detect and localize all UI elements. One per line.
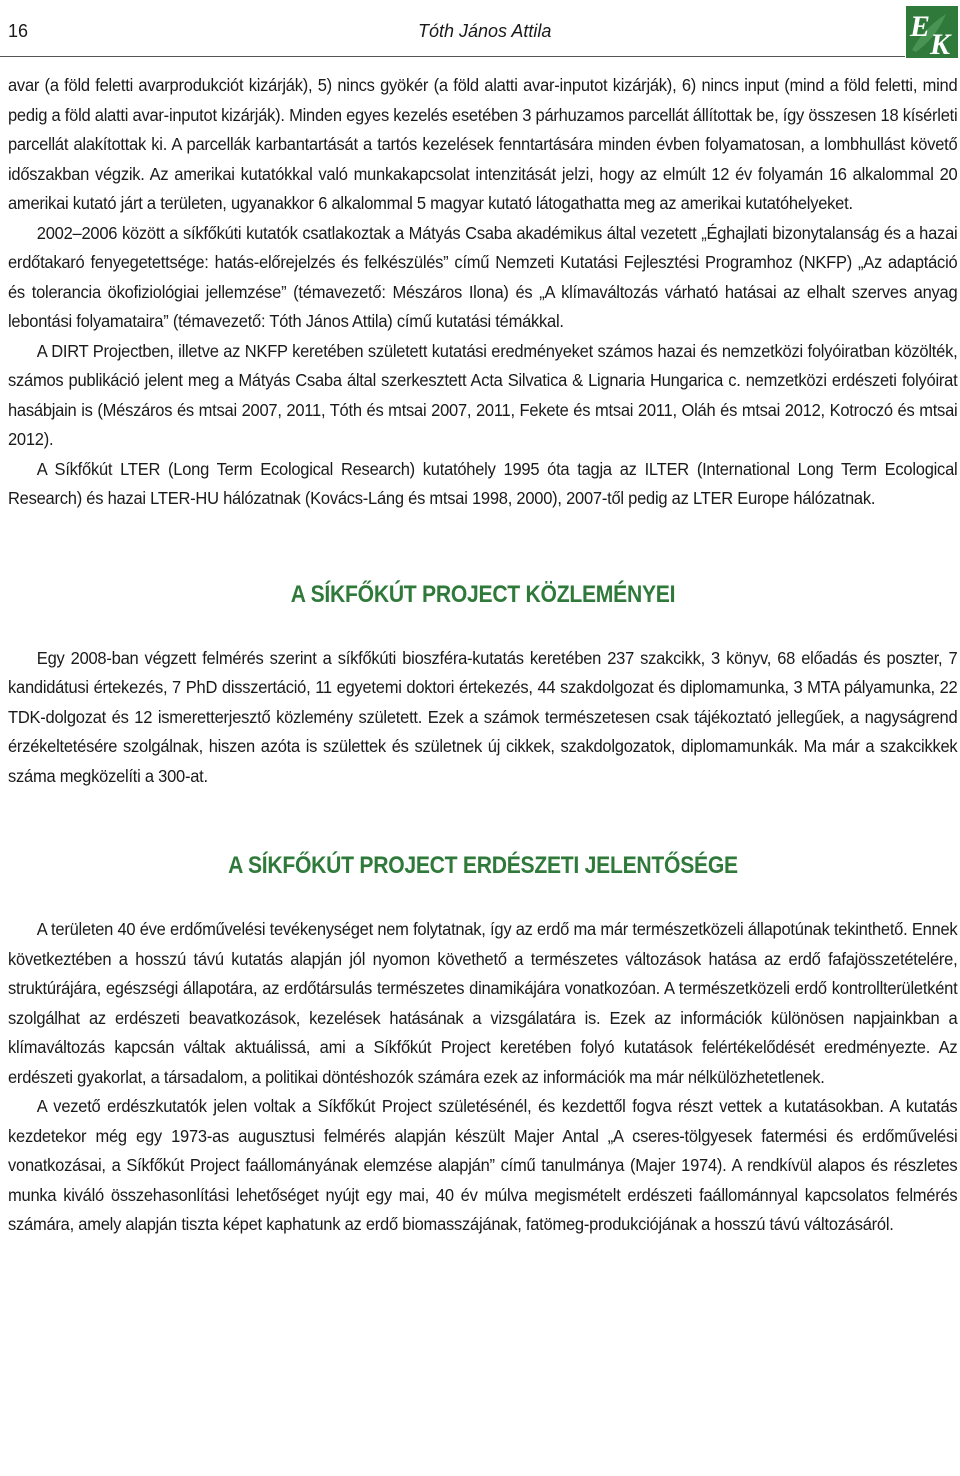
paragraph-forestry-1: A területen 40 éve erdőművelési tevékenységet nem folytatnak, így az erdő ma már természetközeli állapotúnak tekinthető. Ennek következtében a hosszú távú kutatás alapján jól nyomon követhető a természetes változások hatása az erdő fafajösszetételére, struktúrájára, egészségi állapotára, az erdőtársulás természetes dinamikájára vonatkozóan. A természetközeli erdő kontrollterületként szolgálhat az erdészeti beavatkozások, kezelések hatásának a vizsgálatára is. Ezek az információk különösen napjainkban a klímaváltozás kapcsán váltak aktuálissá, ami a Síkfőkút Project keretében folyó kutatások felértékelődését eredményezte. Az erdészeti gyakorlat, a társadalom, a politikai döntéshozók számára ezek az információk ma már nélkülözhetetlenek.	[8, 919, 958, 1087]
page-header	[0, 0, 960, 62]
paragraph-publications-1: Egy 2008-ban végzett felmérés szerint a síkfőkúti bioszféra-kutatás keretében 237 szakcikk, 3 könyv, 68 előadás és poszter, 7 kandidátusi értekezés, 7 PhD disszertáció, 11 egyetemi doktori értekezés, 44 szakdolgozat és diplomamunka, 3 MTA pályamunka, 22 TDK-dolgozat és 12 ismeretterjesztő közlemény született. Ezek a számok természetesen csak tájékoztató jellegűek, a nagyságrend érzékeltetésére szolgálnak, hiszen azóta is születtek és születnek új cikkek, szakdolgozatok, diplomamunkák. Ma már a szakcikkek száma megközelíti a 300-at.	[8, 647, 958, 786]
ek-leaf-logo-icon	[906, 6, 958, 58]
paragraph-intro-4: A Síkfőkút LTER (Long Term Ecological Research) kutatóhely 1995 óta tagja az ILTER (International Long Term Ecological Research) és hazai LTER-HU hálózatnak (Kovács-Láng és mtsai 1998, 2000), 2007-től pedig az LTER Europe hálózatnak.	[8, 458, 958, 508]
page-number: 16	[8, 21, 29, 41]
paragraph-intro-3: A DIRT Projectben, illetve az NKFP keretében született kutatási eredményeket számos hazai és nemzetközi folyóiratban közölték, számos publikáció jelent meg a Mátyás Csaba által szerkesztett Acta Silvatica & Lignaria Hungarica c. nemzetközi erdészeti folyóirat hasábjain is (Mészáros és mtsai 2007, 2011, Tóth és mtsai 2007, 2011, Fekete és mtsai 2011, Oláh és mtsai 2012, Kotroczó és mtsai 2012).	[8, 340, 958, 449]
svg-text:E: E	[910, 10, 931, 43]
paragraph-intro-1: avar (a föld feletti avarprodukciót kizárják), 5) nincs gyökér (a föld alatti avar-inputot kizárják), 6) nincs input (mind a föld feletti, mind pedig a föld alatti avar-inputot kizárják). Minden egyes kezelés esetében 3 párhuzamos parcellát állítottak be, így összesen 18 kísérleti parcellát alakítottak ki. A parcellák karbantartását a tartós kezelések fenntartására minden évben folyamatosan, a lombhullást követő időszakban végzik. Az amerikai kutatókkal való munkakapcsolat intenzitását jelzi, hogy az elmúlt 12 év folyamán 16 alkalommal 20 amerikai kutató járt a területen, ugyanakkor 6 alkalommal 5 magyar kutató látogathatta meg az amerikai kutatóhelyeket.	[8, 75, 958, 213]
running-head-author: Tóth János Attila	[418, 21, 552, 41]
svg-text:K: K	[930, 28, 951, 58]
section-heading-publications: A SÍKFŐKÚT PROJECT KÖZLEMÉNYEI	[290, 580, 676, 608]
paragraph-forestry-2: A vezető erdészkutatók jelen voltak a Síkfőkút Project születésénél, és kezdettől fogva részt vettek a kutatásokban. A kutatás kezdetekor még egy 1973-as augusztusi felmérés alapján készült Majer Antal „A cseres-tölgyesek fatermési és erdőművelési vonatkozásai, a Síkfőkút Project faállományának elemzése alapján” című tanulmánya (Majer 1974). A rendkívül alapos és részletes munka kiváló összehasonlítási lehetőséget nyújt egy mai, 40 év múlva megismételt erdészeti faállománnyal kapcsolatos felmérés számára, amely alapján tiszta képet kaphatunk az erdő biomasszájának, fatömeg-produkciójának a hosszú távú változásáról.	[8, 1096, 958, 1234]
article-body	[8, 71, 958, 1240]
section-heading-forestry-significance: A SÍKFŐKÚT PROJECT ERDÉSZETI JELENTŐSÉGE	[228, 852, 738, 879]
header-rule	[0, 56, 905, 57]
paragraph-intro-2: 2002–2006 között a síkfőkúti kutatók csatlakoztak a Mátyás Csaba akadémikus által vezetett „Éghajlati bizonytalanság és a hazai erdőtakaró fenyegetettsége: hatás-előrejelzés és felkészülés” című Nemzeti Kutatási Fejlesztési Programhoz (NKFP) „Az adaptáció és tolerancia ökofiziológiai jellemzése” (témavezető: Mészáros Ilona) és „A klímaváltozás várható hatásai az elhalt szerves anyag lebontási folyamataira” (témavezető: Tóth János Attila) című kutatási témákkal.	[8, 222, 958, 331]
